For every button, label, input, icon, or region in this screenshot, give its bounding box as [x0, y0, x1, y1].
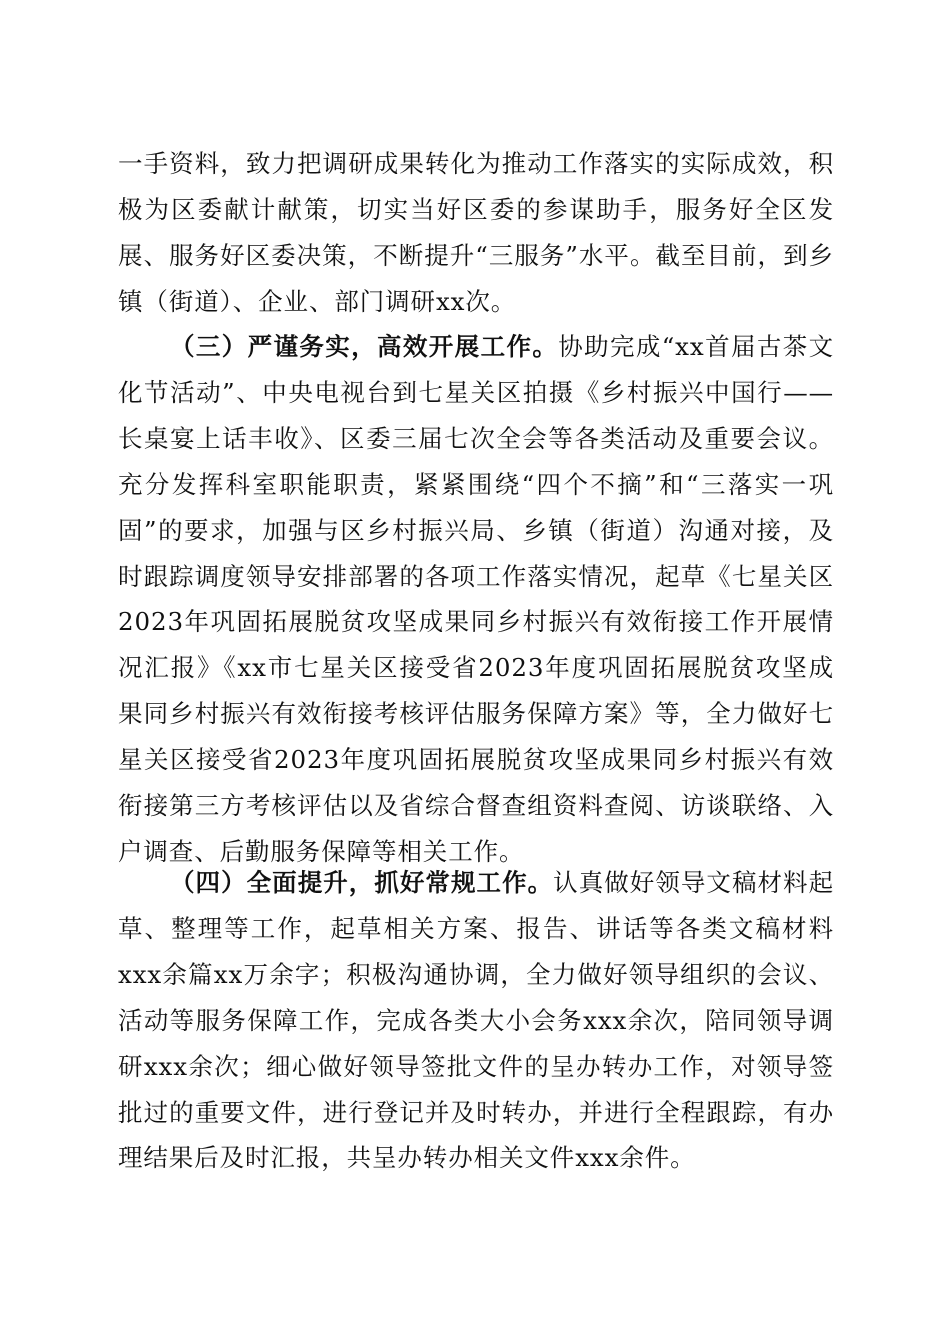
- paragraph-text: 协助完成“xx首届古茶文化节活动”、中央电视台到七星关区拍摄《乡村振兴中国行——长桌宴上话丰收》、区委三届七次全会等各类活动及重要会议。充分发挥科室职能职责，紧紧围绕“四个不摘”和“三落实一巩固”的要求，加强与区乡村振兴局、乡镇（街道）沟通对接，及时跟踪调度领导安排部署的各项工作落实情况，起草《七星关区2023年巩固拓展脱贫攻坚成果同乡村振兴有效衔接工作开展情况汇报》《xx市七星关区接受省2023年度巩固拓展脱贫攻坚成果同乡村振兴有效衔接考核评估服务保障方案》等，全力做好七星关区接受省2023年度巩固拓展脱贫攻坚成果同乡村振兴有效衔接第三方考核评估以及省综合督查组资料查阅、访谈联络、入户调查、后勤服务保障等相关工作。: [118, 332, 835, 866]
- paragraph-section-4: [118, 860, 834, 1181]
- paragraph-continuation: [118, 141, 834, 325]
- paragraph-body: [118, 324, 834, 875]
- paragraph-section-3: [118, 324, 834, 875]
- section-heading: （三）严谨务实，高效开展工作。: [170, 332, 559, 361]
- paragraph-text: 一手资料，致力把调研成果转化为推动工作落实的实际成效，积极为区委献计献策，切实当好区委的参谋助手，服务好全区发展、服务好区委决策，不断提升“三服务”水平。截至目前，到乡镇（街道）、企业、部门调研xx次。: [118, 149, 834, 316]
- paragraph-text: 认真做好领导文稿材料起草、整理等工作，起草相关方案、报告、讲话等各类文稿材料xxx余篇xx万余字；积极沟通协调，全力做好领导组织的会议、活动等服务保障工作，完成各类大小会务xxx余次，陪同领导调研xxx余次；细心做好领导签批文件的呈办转办工作，对领导签批过的重要文件，进行登记并及时转办，并进行全程跟踪，有办理结果后及时汇报，共呈办转办相关文件xxx余件。: [118, 868, 834, 1173]
- paragraph-body: [118, 860, 834, 1181]
- section-heading: （四）全面提升，抓好常规工作。: [170, 868, 554, 897]
